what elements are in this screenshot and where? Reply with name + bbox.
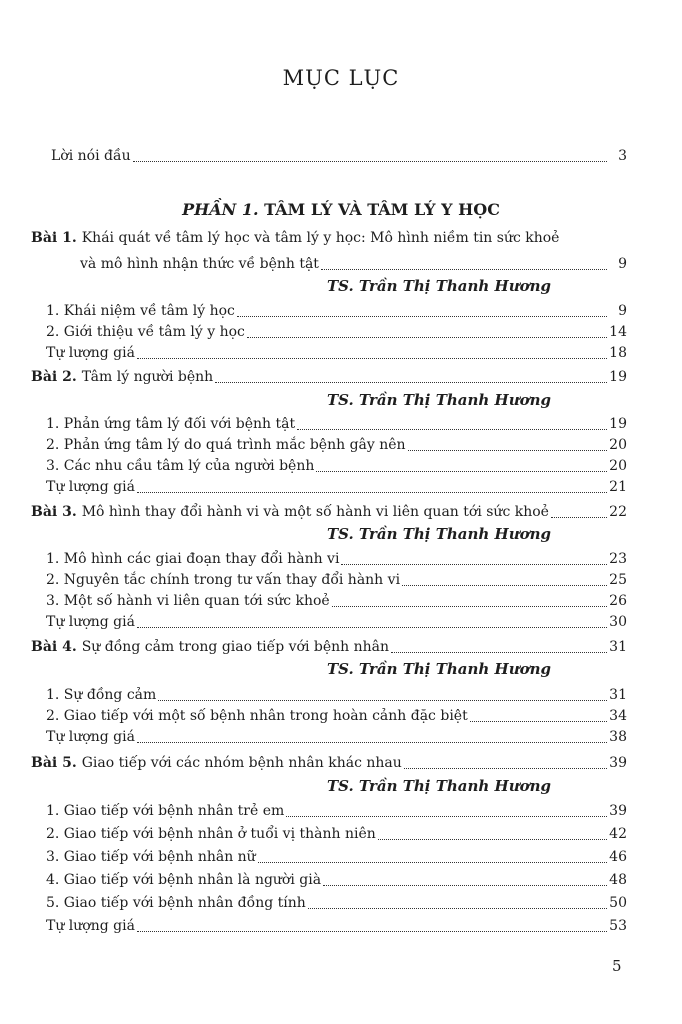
- toc-item-label: 1. Khái niệm về tâm lý học: [46, 303, 235, 319]
- toc-item-label: 2. Nguyên tắc chính trong tư vấn thay đổi hành vi: [46, 572, 401, 588]
- toc-item[interactable]: [46, 917, 627, 935]
- toc-page-number: 18: [609, 345, 627, 361]
- toc-item[interactable]: [46, 344, 627, 362]
- toc-entry-label: Lời nói đầu: [51, 148, 131, 164]
- toc-item-label: 1. Phản ứng tâm lý đối với bệnh tật: [46, 416, 296, 432]
- dot-leader: [133, 149, 607, 162]
- toc-page-number: 3: [618, 148, 627, 164]
- toc-entry-lesson-3[interactable]: [31, 503, 627, 521]
- lesson-3-title: Mô hình thay đổi hành vi và một số hành vi liên quan tới sức khoẻ: [81, 504, 549, 520]
- toc-item[interactable]: [46, 478, 627, 496]
- part-prefix: PHẦN 1.: [182, 200, 259, 219]
- toc-page-number: 31: [609, 687, 627, 703]
- toc-item-label: 5. Giao tiếp với bệnh nhân đồng tính: [46, 895, 306, 911]
- lesson-4-title: Sự đồng cảm trong giao tiếp với bệnh nhân: [81, 639, 390, 655]
- dot-leader: [402, 573, 607, 586]
- lesson-2-author: TS. Trần Thị Thanh Hương: [327, 391, 552, 409]
- toc-item[interactable]: [46, 457, 627, 475]
- toc-page-number: 34: [609, 708, 627, 724]
- toc-page-number: 9: [618, 303, 627, 319]
- dot-leader: [137, 730, 607, 743]
- toc-item-label: 2. Phản ứng tâm lý do quá trình mắc bệnh gây nên: [46, 437, 406, 453]
- toc-item-label: Tự lượng giá: [46, 729, 135, 745]
- toc-item-label: 1. Sự đồng cảm: [46, 687, 157, 703]
- toc-page-number: 38: [609, 729, 627, 745]
- toc-page-number: 23: [609, 551, 627, 567]
- toc-item-label: 2. Giới thiệu về tâm lý y học: [46, 324, 245, 340]
- lesson-1-title-cont: và mô hình nhận thức về bệnh tật: [80, 256, 319, 272]
- lesson-5-title: Giao tiếp với các nhóm bệnh nhân khác nhau: [81, 755, 402, 771]
- dot-leader: [341, 552, 607, 565]
- toc-entry-preface[interactable]: [51, 147, 627, 165]
- part-title: TÂM LÝ VÀ TÂM LÝ Y HỌC: [264, 200, 500, 219]
- toc-page-number: 48: [609, 872, 627, 888]
- toc-page-number: 20: [609, 437, 627, 453]
- toc-item[interactable]: [46, 825, 627, 843]
- toc-item-label: 1. Giao tiếp với bệnh nhân trẻ em: [46, 803, 285, 819]
- toc-page-number: 9: [618, 256, 627, 272]
- toc-page-number: 39: [609, 755, 627, 771]
- toc-item[interactable]: [46, 302, 627, 320]
- toc-page-number: 19: [609, 369, 627, 385]
- dot-leader: [137, 919, 607, 932]
- toc-entry-lesson-1[interactable]: [80, 255, 627, 273]
- dot-leader: [321, 257, 607, 270]
- toc-page-number: 50: [609, 895, 627, 911]
- toc-item-label: Tự lượng giá: [46, 345, 135, 361]
- toc-item-label: Tự lượng giá: [46, 918, 135, 934]
- toc-item-label: 4. Giao tiếp với bệnh nhân là người già: [46, 872, 322, 888]
- dot-leader: [470, 709, 607, 722]
- dot-leader: [237, 304, 607, 317]
- toc-entry-lesson-2[interactable]: [31, 368, 627, 386]
- toc-item[interactable]: [46, 707, 627, 725]
- toc-page-number: 42: [609, 826, 627, 842]
- dot-leader: [323, 873, 607, 886]
- dot-leader: [316, 459, 607, 472]
- toc-item-label: 2. Giao tiếp với một số bệnh nhân trong hoàn cảnh đặc biệt: [46, 708, 468, 724]
- toc-page-number: 14: [609, 324, 627, 340]
- dot-leader: [408, 438, 607, 451]
- toc-page-number: 20: [609, 458, 627, 474]
- dot-leader: [378, 827, 607, 840]
- dot-leader: [404, 756, 607, 769]
- dot-leader: [158, 688, 607, 701]
- toc-entry-lesson-4[interactable]: [31, 638, 627, 656]
- toc-item-label: 2. Giao tiếp với bệnh nhân ở tuổi vị thành niên: [46, 826, 376, 842]
- toc-entry-lesson-5[interactable]: [31, 754, 627, 772]
- lesson-3-label: Bài 3.: [31, 504, 77, 520]
- lesson-5-author: TS. Trần Thị Thanh Hương: [327, 777, 552, 795]
- toc-page-number: 21: [609, 479, 627, 495]
- toc-item[interactable]: [46, 613, 627, 631]
- toc-item[interactable]: [46, 592, 627, 610]
- dot-leader: [551, 505, 607, 518]
- toc-item-label: 3. Một số hành vi liên quan tới sức khoẻ: [46, 593, 330, 609]
- lesson-4-author: TS. Trần Thị Thanh Hương: [327, 660, 552, 678]
- dot-leader: [137, 615, 607, 628]
- toc-page-number: 46: [609, 849, 627, 865]
- lesson-1-title: Khái quát về tâm lý học và tâm lý y học: Mô hình niềm tin sức khoẻ: [81, 230, 560, 246]
- dot-leader: [286, 804, 607, 817]
- toc-item[interactable]: [46, 436, 627, 454]
- toc-item[interactable]: [46, 571, 627, 589]
- toc-item[interactable]: [46, 802, 627, 820]
- part-heading: [0, 200, 682, 219]
- toc-item-label: 3. Giao tiếp với bệnh nhân nữ: [46, 849, 256, 865]
- toc-item[interactable]: [46, 728, 627, 746]
- toc-item-label: Tự lượng giá: [46, 614, 135, 630]
- lesson-2-title: Tâm lý người bệnh: [81, 369, 214, 385]
- toc-item-label: Tự lượng giá: [46, 479, 135, 495]
- lesson-2-label: Bài 2.: [31, 369, 77, 385]
- toc-page-number: 31: [609, 639, 627, 655]
- page-number: 5: [612, 957, 622, 975]
- toc-item[interactable]: [46, 686, 627, 704]
- lesson-1-author: TS. Trần Thị Thanh Hương: [327, 277, 552, 295]
- lesson-1-title-line1[interactable]: [31, 229, 559, 247]
- toc-item-label: 3. Các nhu cầu tâm lý của người bệnh: [46, 458, 315, 474]
- dot-leader: [297, 417, 607, 430]
- toc-page-number: 26: [609, 593, 627, 609]
- toc-item[interactable]: [46, 550, 627, 568]
- toc-item[interactable]: [46, 415, 627, 433]
- dot-leader: [258, 850, 607, 863]
- toc-page-number: 39: [609, 803, 627, 819]
- toc-item-label: 1. Mô hình các giai đoạn thay đổi hành vi: [46, 551, 340, 567]
- toc-page-number: 19: [609, 416, 627, 432]
- dot-leader: [332, 594, 607, 607]
- dot-leader: [137, 480, 607, 493]
- dot-leader: [215, 370, 607, 383]
- lesson-1-label: Bài 1.: [31, 230, 77, 246]
- toc-page-number: 22: [609, 504, 627, 520]
- toc-item[interactable]: [46, 894, 627, 912]
- dot-leader: [391, 640, 607, 653]
- lesson-3-author: TS. Trần Thị Thanh Hương: [327, 525, 552, 543]
- toc-item[interactable]: [46, 848, 627, 866]
- dot-leader: [247, 325, 607, 338]
- dot-leader: [137, 346, 607, 359]
- toc-page-number: 53: [609, 918, 627, 934]
- toc-page-number: 25: [609, 572, 627, 588]
- toc-page-number: 30: [609, 614, 627, 630]
- lesson-4-label: Bài 4.: [31, 639, 77, 655]
- toc-item[interactable]: [46, 871, 627, 889]
- lesson-5-label: Bài 5.: [31, 755, 77, 771]
- page-title: MỤC LỤC: [282, 66, 400, 90]
- toc-item[interactable]: [46, 323, 627, 341]
- dot-leader: [308, 896, 607, 909]
